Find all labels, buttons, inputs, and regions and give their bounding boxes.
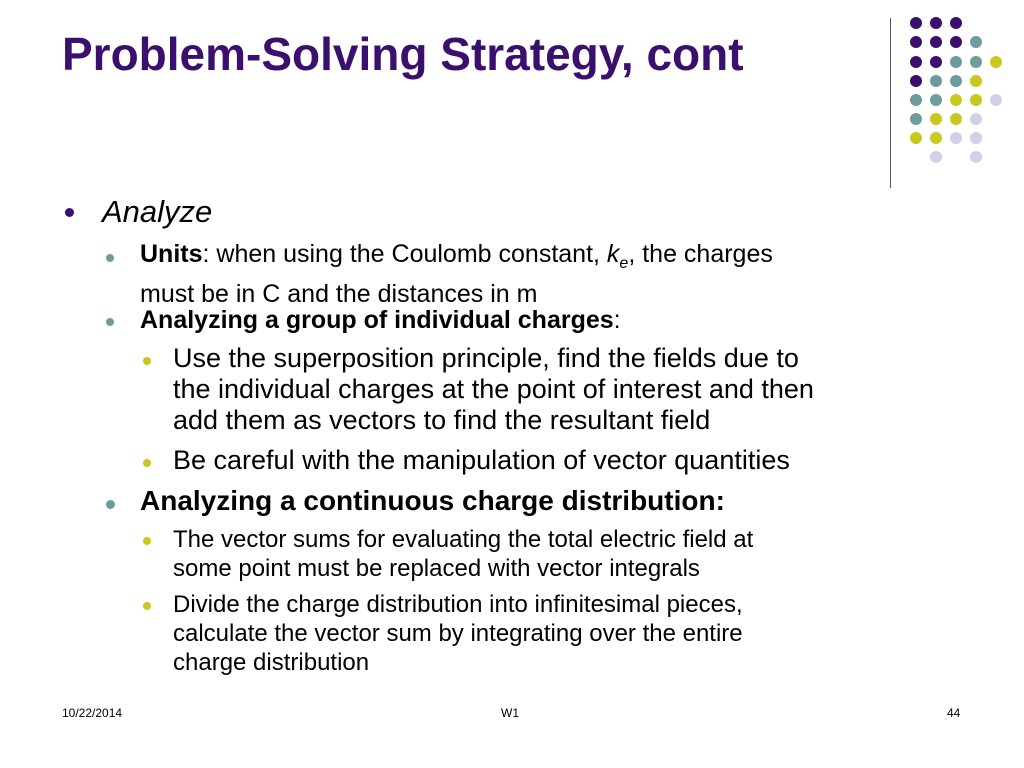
footer-center-label: W1 (501, 706, 519, 720)
coulomb-k-subscript: e (619, 255, 629, 272)
units-label: Units (140, 240, 203, 268)
footer-page-number: 44 (947, 706, 961, 720)
units-text-b: , the charges (628, 240, 773, 268)
divide-line3: charge distribution (173, 649, 370, 676)
bullet-units (140, 239, 960, 309)
divide-line2: calculate the vector sum by integrating over the entire (173, 620, 743, 647)
units-text-a: : when using the Coulomb constant, (202, 240, 607, 268)
bullet-divide (173, 590, 973, 677)
superposition-line3: add them as vectors to find the resultant field (173, 405, 711, 435)
bullet-dot-level2 (106, 318, 114, 326)
bullet-superposition (173, 343, 973, 436)
bullet-vector-sums (173, 525, 973, 583)
bullet-dot-level1 (65, 208, 74, 217)
bullet-dot-level3 (143, 459, 151, 467)
slide-title: Problem-Solving Strategy, cont (62, 28, 744, 80)
footer-date: 10/22/2014 (62, 706, 123, 720)
vector-sums-line2: some point must be replaced with vector integrals (173, 555, 700, 582)
divide-line1: Divide the charge distribution into infinitesimal pieces, (173, 591, 743, 618)
bullet-analyze: Analyze (102, 194, 213, 229)
bullet-continuous: Analyzing a continuous charge distribution: (140, 485, 725, 516)
bullet-dot-level3 (143, 537, 151, 545)
group-colon: : (613, 306, 621, 334)
vector-sums-line1: The vector sums for evaluating the total electric field at (173, 526, 754, 553)
units-line2: must be in C and the distances in m (140, 280, 538, 308)
bullet-careful: Be careful with the manipulation of vector quantities (173, 445, 790, 475)
bullet-dot-level3 (143, 602, 151, 610)
bullet-group-charges (140, 305, 621, 335)
coulomb-k-symbol: k (606, 240, 620, 268)
bullet-dot-level2 (106, 500, 115, 509)
superposition-line1: Use the superposition principle, find the fields due to (173, 343, 799, 373)
group-heading: Analyzing a group of individual charges (140, 306, 614, 334)
superposition-line2: the individual charges at the point of interest and then (173, 374, 814, 404)
bullet-dot-level3 (143, 357, 151, 365)
bullet-dot-level2 (106, 254, 114, 262)
